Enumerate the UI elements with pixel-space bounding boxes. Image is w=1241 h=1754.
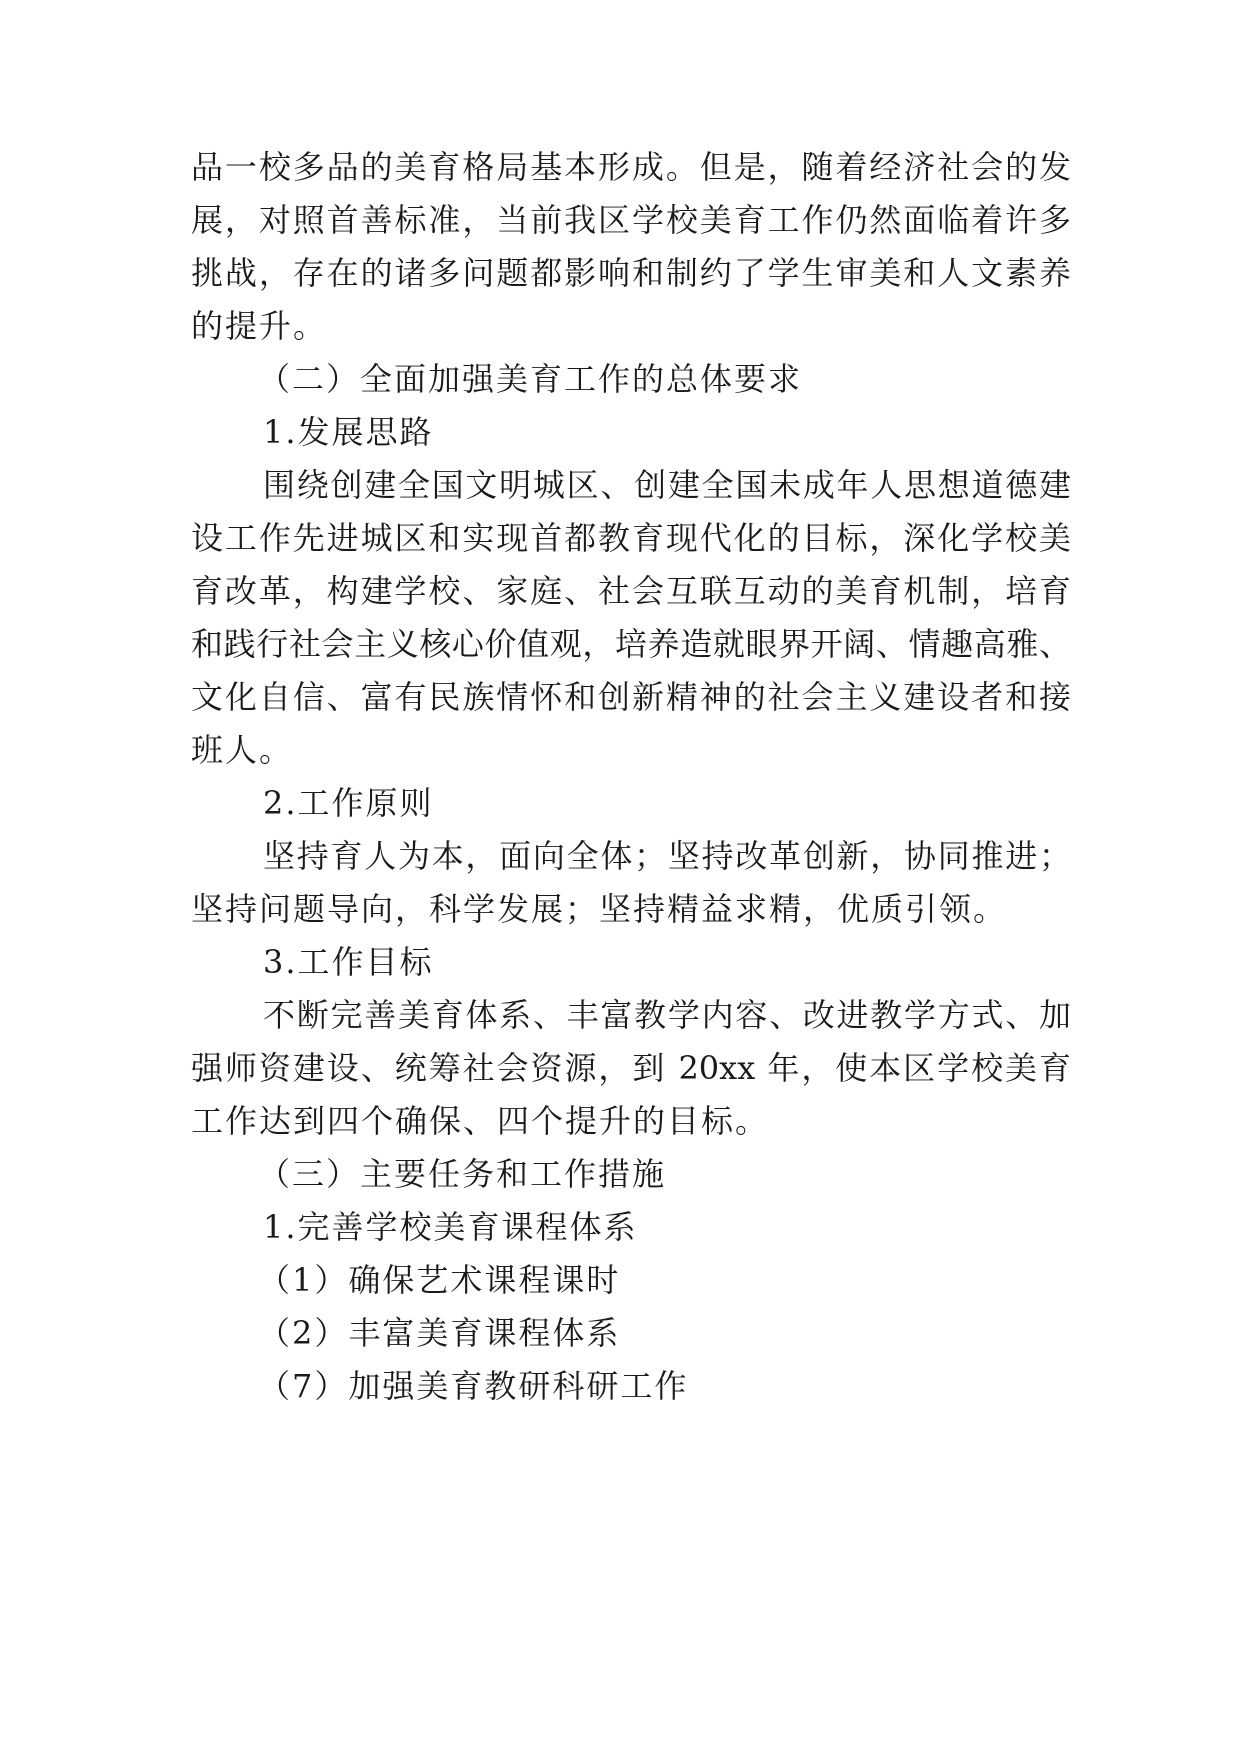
- section-heading: （三）主要任务和工作措施: [258, 1155, 667, 1193]
- list-item: （2）丰富美育课程体系: [258, 1314, 621, 1352]
- subsection-heading: 2.工作原则: [263, 784, 434, 822]
- subsection-heading: 1.发展思路: [263, 413, 434, 451]
- paragraph-line: 文化自信、富有民族情怀和创新精神的社会主义建设者和接: [191, 678, 1071, 716]
- paragraph-line: 不断完善美育体系、丰富教学内容、改进教学方式、加: [263, 996, 1071, 1034]
- paragraph-line: 的提升。: [191, 307, 328, 345]
- list-item: （1）确保艺术课程课时: [258, 1261, 621, 1299]
- paragraph-line: 展，对照首善标准，当前我区学校美育工作仍然面临着许多: [191, 201, 1071, 239]
- subsection-heading: 3.工作目标: [263, 943, 434, 981]
- paragraph-line: 育改革，构建学校、家庭、社会互联互动的美育机制，培育: [191, 572, 1071, 610]
- section-heading: （二）全面加强美育工作的总体要求: [258, 360, 803, 398]
- paragraph-line: 工作达到四个确保、四个提升的目标。: [191, 1102, 770, 1140]
- list-item: （7）加强美育教研科研工作: [258, 1367, 689, 1405]
- paragraph-line: 强师资建设、统筹社会资源，到 20xx 年，使本区学校美育: [191, 1049, 1071, 1087]
- paragraph-line: 班人。: [191, 731, 294, 769]
- paragraph-line: 品一校多品的美育格局基本形成。但是，随着经济社会的发: [191, 148, 1071, 186]
- paragraph-line: 设工作先进城区和实现首都教育现代化的目标，深化学校美: [191, 519, 1071, 557]
- paragraph-line: 坚持问题导向，科学发展；坚持精益求精，优质引领。: [191, 890, 1008, 928]
- paragraph-line: 和践行社会主义核心价值观，培养造就眼界开阔、情趣高雅、: [191, 625, 1071, 663]
- paragraph-line: 坚持育人为本，面向全体；坚持改革创新，协同推进；: [263, 837, 1071, 875]
- subsection-heading: 1.完善学校美育课程体系: [263, 1208, 638, 1246]
- paragraph-line: 挑战，存在的诸多问题都影响和制约了学生审美和人文素养: [191, 254, 1071, 292]
- paragraph-line: 围绕创建全国文明城区、创建全国未成年人思想道德建: [263, 466, 1071, 504]
